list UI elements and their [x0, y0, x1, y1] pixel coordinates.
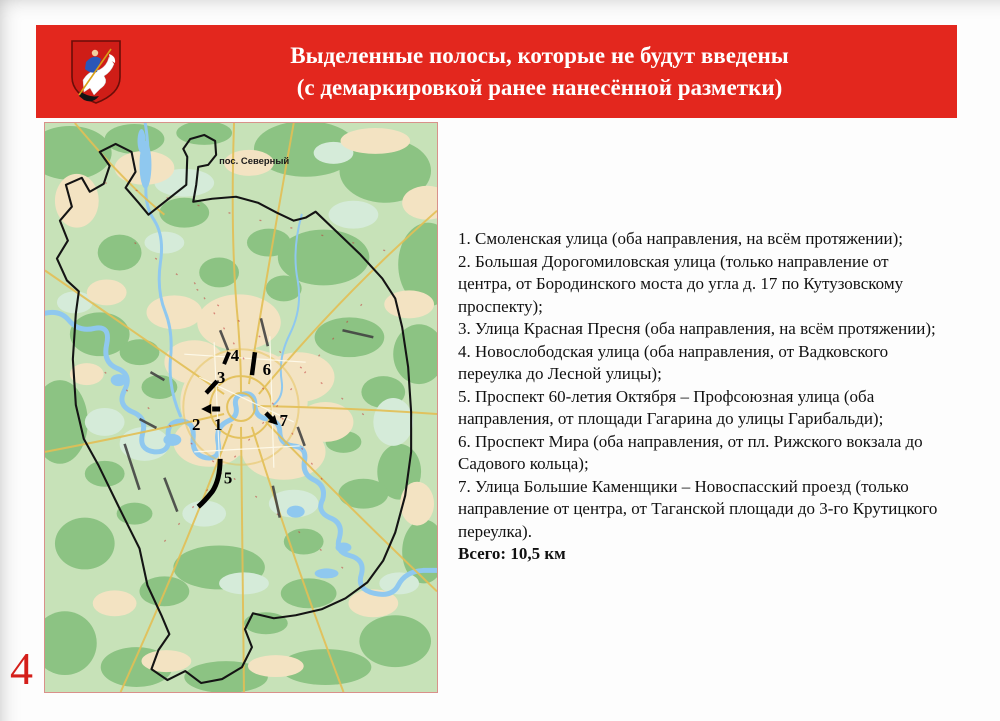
list-item-7: 7. Улица Большие Каменщики – Новоспасский проезд (только направление от центра, от Таганской площади до 3-го Крутицкого переулка). [458, 476, 938, 541]
map-canvas [45, 123, 437, 692]
title-banner [36, 25, 957, 118]
slide-title-line1: Выделенные полосы, которые не будут введены [290, 42, 789, 68]
slide-title [122, 40, 957, 104]
list-item-4: 4. Новослободская улица (оба направления, от Вадковского переулка до Лесной улицы); [458, 341, 889, 383]
marker-2-label: 2 [192, 414, 201, 434]
street-list [458, 228, 942, 566]
marker-3-label: 3 [216, 368, 226, 388]
marker-7-label: 7 [279, 410, 289, 430]
total-length: Всего: 10,5 км [458, 544, 566, 563]
marker-4-label: 4 [230, 346, 240, 366]
list-item-1: 1. Смоленская улица (оба направления, на всём протяжении); [458, 229, 903, 248]
moscow-coat-of-arms-icon [70, 39, 122, 105]
settlement-label: пос. Северный [219, 155, 290, 167]
marker-6-label: 6 [262, 360, 272, 380]
list-item-6: 6. Проспект Мира (оба направления, от пл. Рижского вокзала до Садового кольца); [458, 431, 923, 473]
moscow-map [44, 122, 438, 693]
list-item-5: 5. Проспект 60-летия Октября – Профсоюзная улица (оба направления, от площади Гагарина до улицы Гарибальди); [458, 386, 884, 428]
marker-5-label: 5 [223, 468, 233, 488]
list-item-3: 3. Улица Красная Пресня (оба направления, на всём протяжении); [458, 319, 936, 338]
list-item-2: 2. Большая Дорогомиловская улица (только направление от центра, от Бородинского моста до угла д. 17 по Кутузовскому проспекту); [458, 251, 904, 316]
page-number: 4 [10, 643, 33, 694]
slide-title-line2: (с демаркировкой ранее нанесённой разметки) [296, 74, 783, 100]
marker-1-label: 1 [213, 414, 223, 434]
